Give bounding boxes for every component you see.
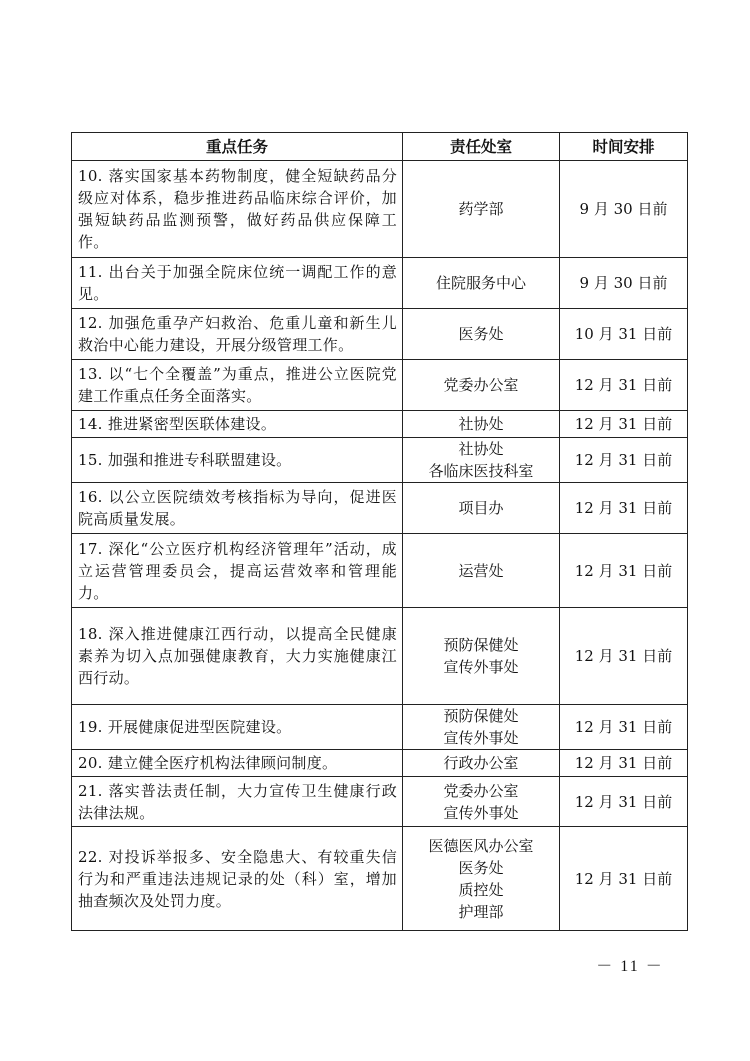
time-cell: 12 月 31 日前 <box>560 534 688 608</box>
task-cell: 10. 落实国家基本药物制度，健全短缺药品分级应对体系，稳步推进药品临床综合评价，加强短缺药品监测预警，做好药品供应保障工作。 <box>72 161 403 258</box>
dept-name: 党委办公室 <box>443 781 519 800</box>
time-cell: 12 月 31 日前 <box>560 777 688 827</box>
table-header-row <box>72 133 688 161</box>
dept-name: 宣传外事处 <box>443 658 519 676</box>
task-cell: 20. 建立健全医疗机构法律顾问制度。 <box>72 750 403 777</box>
dept-name: 宣传外事处 <box>443 729 519 747</box>
dept-name: 党委办公室 <box>443 376 519 394</box>
task-cell: 16. 以公立医院绩效考核指标为导向，促进医院高质量发展。 <box>72 483 403 534</box>
time-cell: 10 月 31 日前 <box>560 309 688 360</box>
dept-cell <box>403 438 560 483</box>
dept-name: 预防保健处 <box>443 707 519 725</box>
dept-name: 社协处 <box>458 415 504 433</box>
page-number: － 11 － <box>596 958 664 975</box>
task-cell: 13. 以“七个全覆盖”为重点，推进公立医院党建工作重点任务全面落实。 <box>72 360 403 411</box>
time-cell: 9 月 30 日前 <box>560 161 688 258</box>
dept-cell <box>403 608 560 705</box>
time-cell: 9 月 30 日前 <box>560 258 688 309</box>
dept-cell <box>403 483 560 534</box>
time-cell: 12 月 31 日前 <box>560 705 688 750</box>
task-cell: 15. 加强和推进专科联盟建设。 <box>72 438 403 483</box>
task-cell: 14. 推进紧密型医联体建设。 <box>72 411 403 438</box>
dept-name: 预防保健处 <box>443 636 519 654</box>
time-cell: 12 月 31 日前 <box>560 411 688 438</box>
dept-name: 医务处 <box>458 325 504 343</box>
dept-cell <box>403 705 560 750</box>
dept-cell <box>403 534 560 608</box>
dept-name: 住院服务中心 <box>435 274 526 292</box>
table-row <box>72 483 688 534</box>
table-row <box>72 161 688 258</box>
task-table <box>71 132 688 931</box>
time-cell: 12 月 31 日前 <box>560 608 688 705</box>
table-row <box>72 534 688 608</box>
dept-name: 药学部 <box>458 200 504 218</box>
dept-name: 质控处 <box>458 880 504 899</box>
table-row <box>72 777 688 827</box>
time-cell: 12 月 31 日前 <box>560 438 688 483</box>
dept-name: 各临床医技科室 <box>428 462 534 480</box>
time-cell: 12 月 31 日前 <box>560 483 688 534</box>
time-cell: 12 月 31 日前 <box>560 827 688 931</box>
dept-cell <box>403 309 560 360</box>
table-row <box>72 608 688 705</box>
task-cell: 12. 加强危重孕产妇救治、危重儿童和新生儿救治中心能力建设，开展分级管理工作。 <box>72 309 403 360</box>
dept-name: 宣传外事处 <box>443 803 519 822</box>
dept-cell <box>403 411 560 438</box>
dept-cell <box>403 258 560 309</box>
task-cell: 18. 深入推进健康江西行动，以提高全民健康素养为切入点加强健康教育，大力实施健康江西行动。 <box>72 608 403 705</box>
table-row <box>72 750 688 777</box>
dept-name: 护理部 <box>458 902 504 921</box>
dept-cell <box>403 777 560 827</box>
dept-cell <box>403 827 560 931</box>
table-row <box>72 258 688 309</box>
table-row <box>72 360 688 411</box>
time-cell: 12 月 31 日前 <box>560 750 688 777</box>
table-row <box>72 827 688 931</box>
table-row <box>72 705 688 750</box>
dept-cell <box>403 750 560 777</box>
task-cell: 17. 深化“公立医疗机构经济管理年”活动，成立运营管理委员会，提高运营效率和管理能力。 <box>72 534 403 608</box>
header-dept: 责任处室 <box>403 133 560 161</box>
dept-name: 项目办 <box>458 499 504 517</box>
header-time: 时间安排 <box>560 133 688 161</box>
dept-name: 运营处 <box>458 561 504 580</box>
dept-cell <box>403 360 560 411</box>
task-cell: 22. 对投诉举报多、安全隐患大、有较重失信行为和严重违法违规记录的处（科）室，增加抽查频次及处罚力度。 <box>72 827 403 931</box>
dept-name: 行政办公室 <box>443 754 519 772</box>
table-row <box>72 438 688 483</box>
table-row <box>72 309 688 360</box>
task-cell: 19. 开展健康促进型医院建设。 <box>72 705 403 750</box>
dept-cell <box>403 161 560 258</box>
dept-name: 医务处 <box>458 858 504 877</box>
dept-name: 社协处 <box>458 440 504 458</box>
task-cell: 21. 落实普法责任制，大力宣传卫生健康行政法律法规。 <box>72 777 403 827</box>
task-cell: 11. 出台关于加强全院床位统一调配工作的意见。 <box>72 258 403 309</box>
table-row <box>72 411 688 438</box>
table-body <box>72 161 688 931</box>
dept-name: 医德医风办公室 <box>428 836 534 855</box>
header-task: 重点任务 <box>72 133 403 161</box>
time-cell: 12 月 31 日前 <box>560 360 688 411</box>
